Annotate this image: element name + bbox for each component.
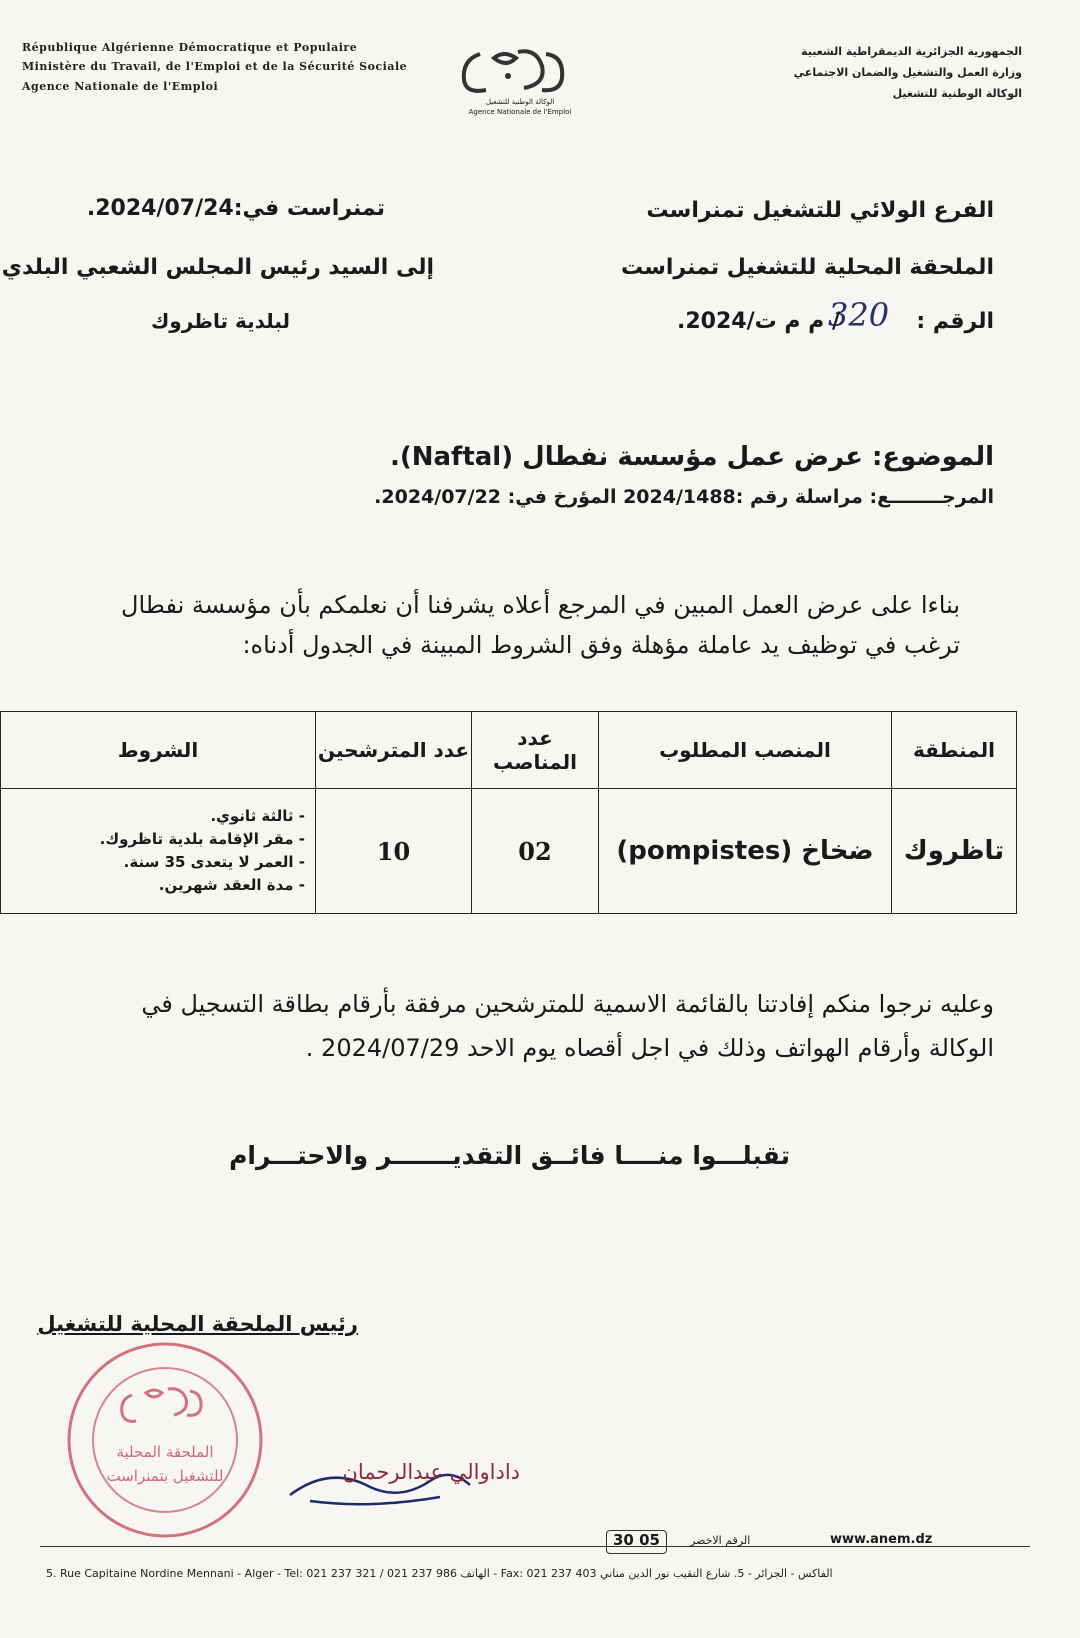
cell-candidates: 10 — [316, 789, 472, 914]
header-ar-line-1: الجمهورية الجزائرية الديمقراطية الشعبية — [801, 45, 1022, 58]
logo-caption-fr: Agence Nationale de l'Emploi — [468, 108, 572, 116]
table-header-conditions: الشروط — [1, 712, 316, 789]
table-header-posts: عدد المناصب — [472, 712, 599, 789]
condition-item: - مقر الإقامة بلدية تاظروك. — [99, 830, 305, 848]
reference-line: المرجــــــــع: مراسلة رقم :2024/1488 المؤرخ في: 2024/07/22. — [374, 486, 994, 508]
green-number-label: الرقم الاخضر — [690, 1534, 751, 1547]
recipient-title: إلى السيد رئيس المجلس الشعبي البلدي — [1, 255, 434, 280]
cell-region: تاظروك — [892, 789, 1017, 914]
website: www.anem.dz — [830, 1532, 933, 1547]
job-offer-table — [0, 711, 1017, 914]
official-stamp — [60, 1335, 270, 1545]
table-header-row — [1, 712, 1017, 789]
signatory-name: داداوالي عبدالرحمان — [342, 1460, 520, 1484]
logo-caption-ar: الوكالة الوطنية للتشغيل — [485, 98, 555, 106]
footer-divider — [40, 1546, 1030, 1547]
header-fr-line-2: Ministère du Travail, de l'Emploi et de la Sécurité Sociale — [22, 60, 408, 73]
table-row — [1, 789, 1017, 914]
header-fr-line-1: République Algérienne Démocratique et Populaire — [22, 41, 358, 54]
signature-title: رئيس الملحقة المحلية للتشغيل — [37, 1312, 358, 1336]
sender-line-2: الملحقة المحلية للتشغيل تمنراست — [620, 255, 994, 280]
letter-date: تمنراست في:2024/07/24. — [86, 196, 385, 221]
green-number-box — [606, 1530, 667, 1554]
request-paragraph: وعليه نرجوا منكم إفادتنا بالقائمة الاسمية للمترشحين مرفقة بأرقام بطاقة التسجيل في الوكالة وأرقام الهواتف وذلك في اجل أقصاه يوم الاحد 2024/07/29 . — [141, 990, 994, 1062]
closing-line: تقبلـــوا منــــا فائــق التقديـــــــر والاحتـــرام — [229, 1141, 790, 1170]
condition-item: - ثالثة ثانوي. — [210, 807, 305, 825]
condition-item: - العمر لا يتعدى 35 سنة. — [123, 853, 305, 871]
ref-suffix: / م م ت/2024. — [677, 309, 840, 334]
stamp-text: الملحقة المحلية للتشغيل بتمنراست — [106, 1443, 224, 1485]
recipient-municipality: لبلدية تاظروك — [150, 309, 290, 333]
sender-line-1: الفرع الولائي للتشغيل تمنراست — [646, 198, 994, 223]
footer-address: 5. Rue Capitaine Nordine Mennani - Alger - Tel: 021 237 321 / 021 237 986 الهاتف - Fax: 021 237 403 الفاكس - الجزائر - 5. شارع النقيب نور الدين مناني — [46, 1567, 833, 1580]
table-header-region: المنطقة — [892, 712, 1017, 789]
ref-number-handwritten: 320 — [828, 296, 890, 334]
header-ar-line-2: وزارة العمل والتشغيل والضمان الاجتماعي — [793, 66, 1022, 79]
cell-position: ضخاخ (pompistes) — [599, 789, 892, 914]
subject-line: الموضوع: عرض عمل مؤسسة نفطال (Naftal). — [389, 442, 994, 472]
intro-paragraph: بناءا على عرض العمل المبين في المرجع أعلاه يشرفنا أن نعلمكم بأن مؤسسة نفطال ترغب في توظيف يد عاملة مؤهلة وفق الشروط المبينة في الجدول أدناه: — [121, 591, 960, 659]
header-fr-line-3: Agence Nationale de l'Emploi — [22, 80, 219, 93]
header-ar-line-3: الوكالة الوطنية للتشغيل — [892, 87, 1022, 100]
table-header-position: المنصب المطلوب — [599, 712, 892, 789]
condition-item: - مدة العقد شهرين. — [158, 876, 305, 894]
table-header-candidates: عدد المترشحين — [316, 712, 472, 789]
ref-label: الرقم : — [916, 309, 994, 334]
cell-posts: 02 — [472, 789, 599, 914]
cell-conditions — [1, 789, 316, 914]
green-number: 30 05 — [613, 1531, 660, 1549]
anem-logo — [450, 40, 590, 120]
